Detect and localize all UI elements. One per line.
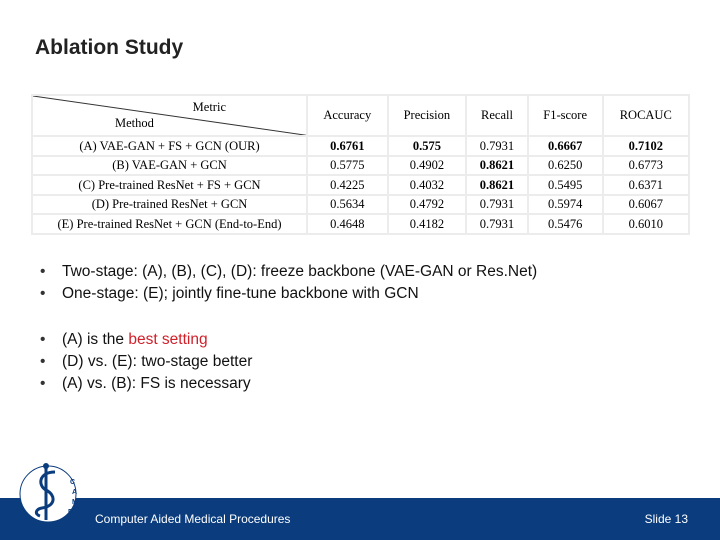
footer-institute: Computer Aided Medical Procedures [95,512,291,526]
cell-value: 0.4792 [389,196,466,214]
cell-value: 0.7931 [467,215,527,233]
row-method: (B) VAE-GAN + GCN [33,157,306,175]
row-method: (C) Pre-trained ResNet + FS + GCN [33,176,306,194]
cell-value: 0.4648 [308,215,387,233]
col-header-f1-score: F1-score [529,96,602,135]
ablation-table [31,94,690,235]
bullet-list-findings [40,329,252,395]
col-header-accuracy: Accuracy [308,96,387,135]
table-header-row [33,96,688,135]
bullet-item: • (A) vs. (B): FS is necessary [40,373,252,395]
cell-value: 0.6067 [604,196,689,214]
svg-text:M: M [72,499,78,506]
table-corner-cell [33,96,306,135]
cell-value: 0.6010 [604,215,689,233]
camp-logo-icon [16,458,86,528]
table-row [33,196,688,214]
results-table [31,94,690,235]
cell-value: 0.6667 [529,137,602,155]
cell-value: 0.6761 [308,137,387,155]
cell-value: 0.6250 [529,157,602,175]
cell-value: 0.4902 [389,157,466,175]
bullet-item: • One-stage: (E); jointly fine-tune backbone with GCN [40,283,537,305]
cell-value: 0.7102 [604,137,689,155]
cell-value: 0.7931 [467,137,527,155]
cell-value: 0.8621 [467,157,527,175]
col-header-recall: Recall [467,96,527,135]
bullet-item [40,329,252,351]
cell-value: 0.5495 [529,176,602,194]
table-row [33,157,688,175]
cell-value: 0.6371 [604,176,689,194]
cell-value: 0.4225 [308,176,387,194]
slide-number: Slide 13 [644,512,688,526]
cell-value: 0.6773 [604,157,689,175]
svg-text:A: A [72,489,78,496]
cell-value: 0.4182 [389,215,466,233]
bullet-list-stages [40,261,537,305]
svg-text:P: P [68,509,73,516]
corner-label-metric: Metric [192,100,226,114]
bullet-item: • Two-stage: (A), (B), (C), (D): freeze backbone (VAE-GAN or Res.Net) [40,261,537,283]
corner-label-method: Method [115,116,154,131]
cell-value: 0.5974 [529,196,602,214]
col-header-rocauc: ROCAUC [604,96,689,135]
slide-title: Ablation Study [35,36,184,59]
row-method: (D) Pre-trained ResNet + GCN [33,196,306,214]
row-method: (E) Pre-trained ResNet + GCN (End-to-End) [33,215,306,233]
cell-value: 0.5476 [529,215,602,233]
cell-value: 0.8621 [467,176,527,194]
cell-value: 0.5775 [308,157,387,175]
col-header-precision: Precision [389,96,466,135]
cell-value: 0.5634 [308,196,387,214]
bullet-text: (A) is the [62,331,129,348]
cell-value: 0.4032 [389,176,466,194]
table-row [33,176,688,194]
cell-value: 0.575 [389,137,466,155]
bullet-item: • (D) vs. (E): two-stage better [40,351,252,373]
row-method: (A) VAE-GAN + FS + GCN (OUR) [33,137,306,155]
diagonal-line [33,96,306,135]
logo-text: C [70,479,76,486]
table-row [33,215,688,233]
cell-value: 0.7931 [467,196,527,214]
highlight-text: best setting [128,331,208,348]
table-row [33,137,688,155]
